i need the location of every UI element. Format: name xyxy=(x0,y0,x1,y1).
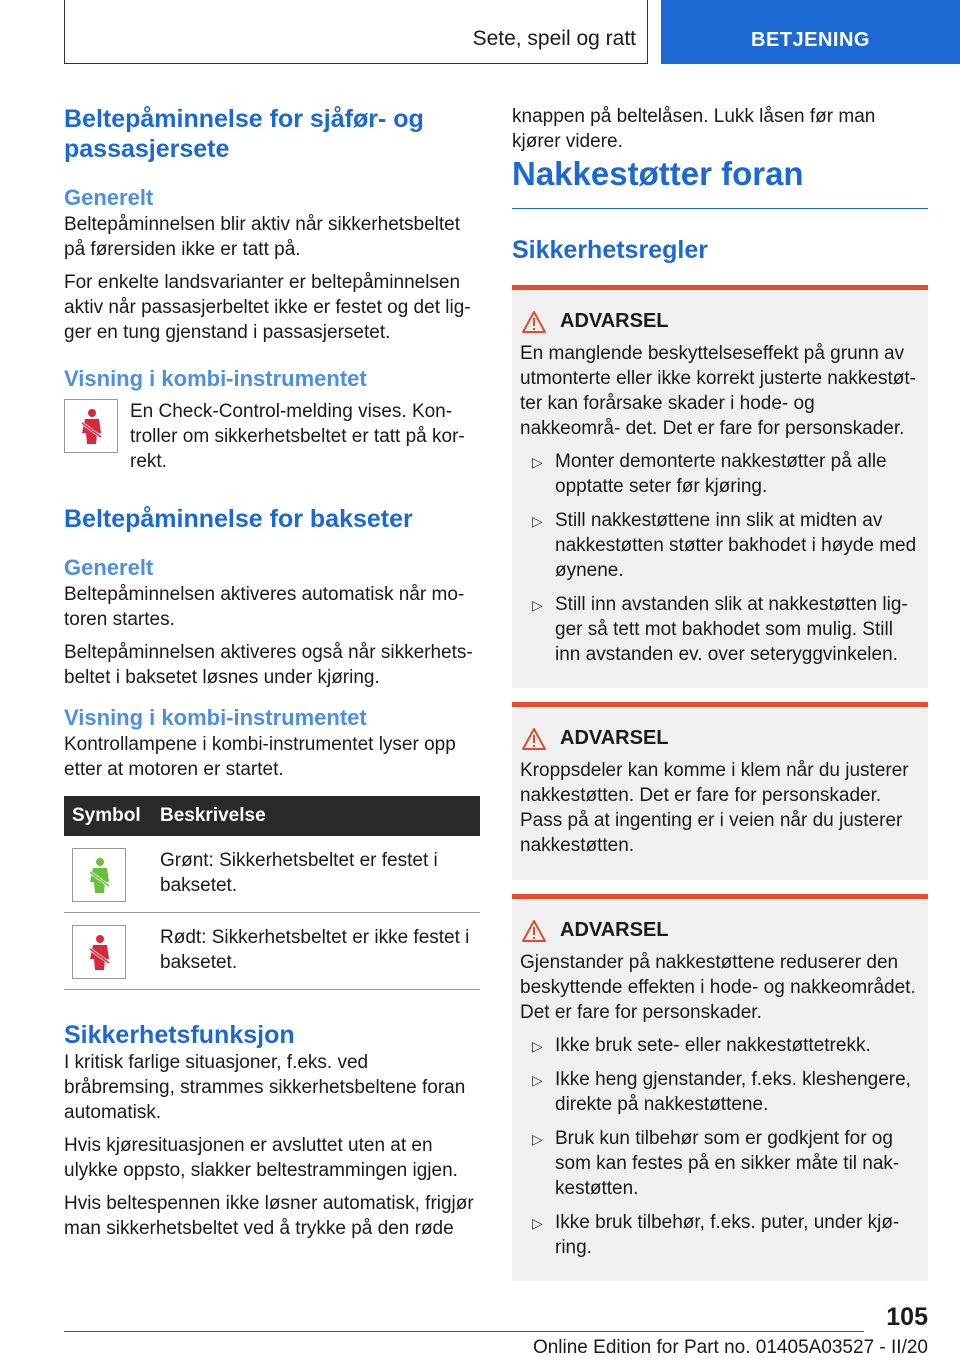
display-info-row xyxy=(64,399,480,474)
bullet-arrow-icon: ▷ xyxy=(532,1215,543,1231)
symbol-cell xyxy=(64,836,152,913)
bullet-arrow-icon: ▷ xyxy=(532,597,543,613)
paragraph: Beltepåminnelsen aktiveres også når sikkerhets‐ beltet i baksetet løsnes under kjøring. xyxy=(64,642,473,688)
warning-list xyxy=(520,449,920,667)
paragraph: Beltepåminnelsen blir aktiv når sikkerhetsbeltet på førersiden ikke er tatt på. xyxy=(64,214,461,260)
warning-header xyxy=(522,919,920,942)
paragraph: Kontrollampene i kombi-instrumentet lyser opp etter at motoren er startet. xyxy=(64,734,456,780)
list-item: ▷ Ikke bruk tilbehør, f.eks. puter, under kjø‐ ring. xyxy=(532,1212,900,1258)
edition-text: Online Edition for Part no. 01405A03527 - II/20 xyxy=(532,1337,928,1358)
description-cell: Grønt: Sikkerhetsbeltet er festet i baksetet. xyxy=(152,836,480,913)
list-item: ▷ Ikke heng gjenstander, f.eks. kleshengere, direkte på nakkestøttene. xyxy=(532,1069,911,1115)
heading-safety-function: Sikkerhetsfunksjon xyxy=(64,1021,295,1049)
symbol-cell xyxy=(64,913,152,990)
bullet-arrow-icon: ▷ xyxy=(532,454,543,470)
list-item: ▷ Still inn avstanden slik at nakkestøtten lig‐ ger så tett mot bakhodet som mulig. Still inn avstanden ev. over seteryggvinkelen. xyxy=(532,594,908,665)
heading-rear-reminder: Beltepåminnelse for bakseter xyxy=(64,505,413,533)
footer-divider xyxy=(64,1331,864,1332)
table-row xyxy=(64,836,480,913)
list-item: ▷ Monter demonterte nakkestøtter på alle opptatte seter før kjøring. xyxy=(532,451,887,497)
column-header-symbol: Symbol xyxy=(64,796,152,836)
table-row xyxy=(64,913,480,990)
warning-text: Kroppsdeler kan komme i klem når du justerer nakkestøtten. Det er fare for personskader. Pass på at ingenting er i veien når du justerer nakkestøtten. xyxy=(520,760,909,856)
warning-box xyxy=(512,702,928,880)
bullet-arrow-icon: ▷ xyxy=(532,1072,543,1088)
list-item: ▷ Ikke bruk sete- eller nakkestøttetrekk. xyxy=(520,1033,920,1058)
heading-driver-reminder: Beltepåminnelse for sjåfør- og passasjersete xyxy=(64,105,424,163)
paragraph-continued: knappen på beltelåsen. Lukk låsen før man kjører videre. xyxy=(512,106,876,152)
warning-text: Gjenstander på nakkestøttene reduserer den beskyttende effekten i hode- og nakkeområdet. Det er fare for personskader. xyxy=(520,952,916,1023)
seatbelt-red-icon xyxy=(64,399,118,453)
symbol-table xyxy=(64,796,480,990)
paragraph: Hvis kjøresituasjonen er avsluttet uten at en ulykke oppsto, slakker beltestrammingen igjen. xyxy=(64,1135,458,1181)
paragraph: Beltepåminnelsen aktiveres automatisk når mo‐ toren startes. xyxy=(64,584,465,630)
warning-label: ADVARSEL xyxy=(560,310,669,332)
chapter-tab-label[interactable]: BETJENING xyxy=(751,29,870,51)
subheading-display: Visning i kombi-instrumentet xyxy=(64,705,367,730)
description-cell: Rødt: Sikkerhetsbeltet er ikke festet i baksetet. xyxy=(152,913,480,990)
warning-label: ADVARSEL xyxy=(560,919,669,941)
warning-triangle-icon xyxy=(522,728,546,750)
warning-header xyxy=(522,310,920,333)
bullet-arrow-icon: ▷ xyxy=(532,513,543,529)
bullet-arrow-icon: ▷ xyxy=(532,1038,543,1054)
warning-triangle-icon xyxy=(522,920,546,942)
warning-triangle-icon xyxy=(522,311,546,333)
warning-header xyxy=(522,727,920,750)
column-header-description: Beskrivelse xyxy=(152,796,480,836)
subheading-safety-rules: Sikkerhetsregler xyxy=(512,236,708,264)
subheading-general: Generelt xyxy=(64,555,154,580)
display-info-text: En Check-Control-melding vises. Kon‐ troller om sikkerhetsbeltet er tatt på kor‐ rekt. xyxy=(130,401,465,472)
section-title: Sete, speil og ratt xyxy=(472,27,636,50)
paragraph: Hvis beltespennen ikke løsner automatisk, frigjør man sikkerhetsbeltet ved å trykke på den røde xyxy=(64,1193,474,1239)
subheading-display: Visning i kombi-instrumentet xyxy=(64,366,367,391)
paragraph: For enkelte landsvarianter er beltepåminnelsen aktiv når passasjerbeltet ikke er festet og det lig‐ ger en tung gjenstand i passasjersetet. xyxy=(64,272,471,343)
page-number: 105 xyxy=(886,1303,928,1331)
warning-label: ADVARSEL xyxy=(560,727,669,749)
warning-text: En manglende beskyttelseseffekt på grunn av utmonterte eller ikke korrekt justerte nakkestøt‐ ter kan forårsake skader i hode- og nakkeområ‐ det. Det er fare for personskader. xyxy=(520,343,916,439)
seatbelt-green-icon xyxy=(72,848,126,902)
list-item: ▷ Still nakkestøttene inn slik at midten av nakkestøtten støtter bakhodet i høyde med øynene. xyxy=(532,510,917,581)
bullet-arrow-icon: ▷ xyxy=(532,1131,543,1147)
subheading-general: Generelt xyxy=(64,185,154,210)
left-column xyxy=(64,104,480,1241)
right-column xyxy=(512,104,928,1281)
warning-box xyxy=(512,285,928,688)
warning-box xyxy=(512,894,928,1281)
list-item: ▷ Bruk kun tilbehør som er godkjent for og som kan festes på en sikker måte til nak‐ kestøtten. xyxy=(532,1128,900,1199)
paragraph: I kritisk farlige situasjoner, f.eks. ved bråbremsing, strammes sikkerhetsbeltene foran automatisk. xyxy=(64,1052,466,1123)
warning-list xyxy=(520,1033,920,1260)
table-header-row xyxy=(64,796,480,836)
seatbelt-red-icon xyxy=(72,925,126,979)
heading-head-restraints: Nakkestøtter foran xyxy=(512,154,928,209)
